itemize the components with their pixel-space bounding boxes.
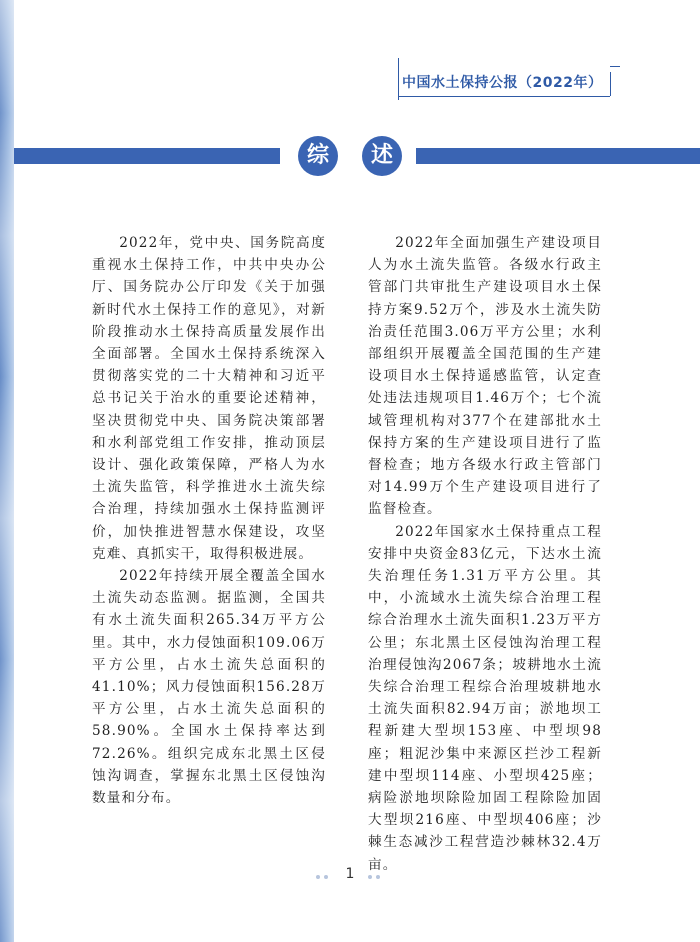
paragraph: 2022年全面加强生产建设项目人为水土流失监管。各级水行政主管部门共审批生产建设项目水土保持方案9.52万个，涉及水土流失防治责任范围3.06万平方公里；水利部组织开展覆盖全国范围的生产建设项目水土保持遥感监管，认定查处违法违规项目1.46万个；七个流域管理机构对377个在建部批水土保持方案的生产建设项目进行了监督检查；地方各级水行政主管部门对14.99万个生产建设项目进行了监督检查。 bbox=[368, 235, 602, 518]
section-bar-right bbox=[416, 148, 700, 164]
footer-dot bbox=[368, 875, 372, 879]
section-title-char-2: 述 bbox=[362, 136, 402, 176]
left-column bbox=[92, 232, 326, 809]
footer-dot bbox=[324, 875, 328, 879]
page-number: 1 bbox=[345, 866, 355, 882]
publication-title: 中国水土保持公报（2022年） bbox=[402, 75, 603, 91]
footer-dot bbox=[316, 875, 320, 879]
paragraph: 2022年国家水土保持重点工程安排中央资金83亿元，下达水土流失治理任务1.31万平方公里。其中，小流域水土流失综合治理工程综合治理水土流失面积1.23万平方公里；东北黑土区侵蚀沟治理工程治理侵蚀沟2067条；坡耕地水土流失综合治理工程综合治理坡耕地水土流失面积82.94万亩；淤地坝工程新建大型坝153座、中型坝98座；粗泥沙集中来源区拦沙工程新建中型坝114座、小型坝425座；病险淤地坝除险加固工程除险加固大型坝216座、中型坝406座；沙棘生态减沙工程营造沙棘林32.4万亩。 bbox=[368, 523, 602, 873]
paragraph: 2022年，党中央、国务院高度重视水土保持工作，中共中央办公厅、国务院办公厅印发《关于加强新时代水土保持工作的意见》，对新阶段推动水土保持高质量发展作出全面部署。全国水土保持系统深入贯彻落实党的二十大精神和习近平总书记关于治水的重要论述精神，坚决贯彻党中央、国务院决策部署和水利部党组工作安排，推动顶层设计、强化政策保障，严格人为水土流失监管，科学推进水土流失综合治理，持续加强水土保持监测评价，加快推进智慧水保建设，攻坚克难、真抓实干，取得积极进展。 bbox=[92, 235, 326, 562]
header-frame-tick bbox=[610, 66, 620, 67]
paragraph: 2022年持续开展全覆盖全国水土流失动态监测。据监测，全国共有水土流失面积265.34万平方公里。其中，水力侵蚀面积109.06万平方公里，占水土流失总面积的41.10%；风力侵蚀面积156.28万平方公里，占水土流失总面积的58.90%。全国水土保持率达到72.26%。组织完成东北黑土区侵蚀沟调查，掌握东北黑土区侵蚀沟数量和分布。 bbox=[92, 568, 326, 807]
header-underline bbox=[398, 96, 610, 97]
section-title-char-1: 综 bbox=[298, 136, 338, 176]
header-frame-line-right bbox=[610, 72, 611, 96]
footer-dot bbox=[376, 875, 380, 879]
section-bar-left bbox=[14, 148, 280, 164]
right-column bbox=[368, 232, 602, 876]
decorative-side-strip bbox=[0, 0, 14, 942]
header-frame-line bbox=[398, 58, 399, 100]
